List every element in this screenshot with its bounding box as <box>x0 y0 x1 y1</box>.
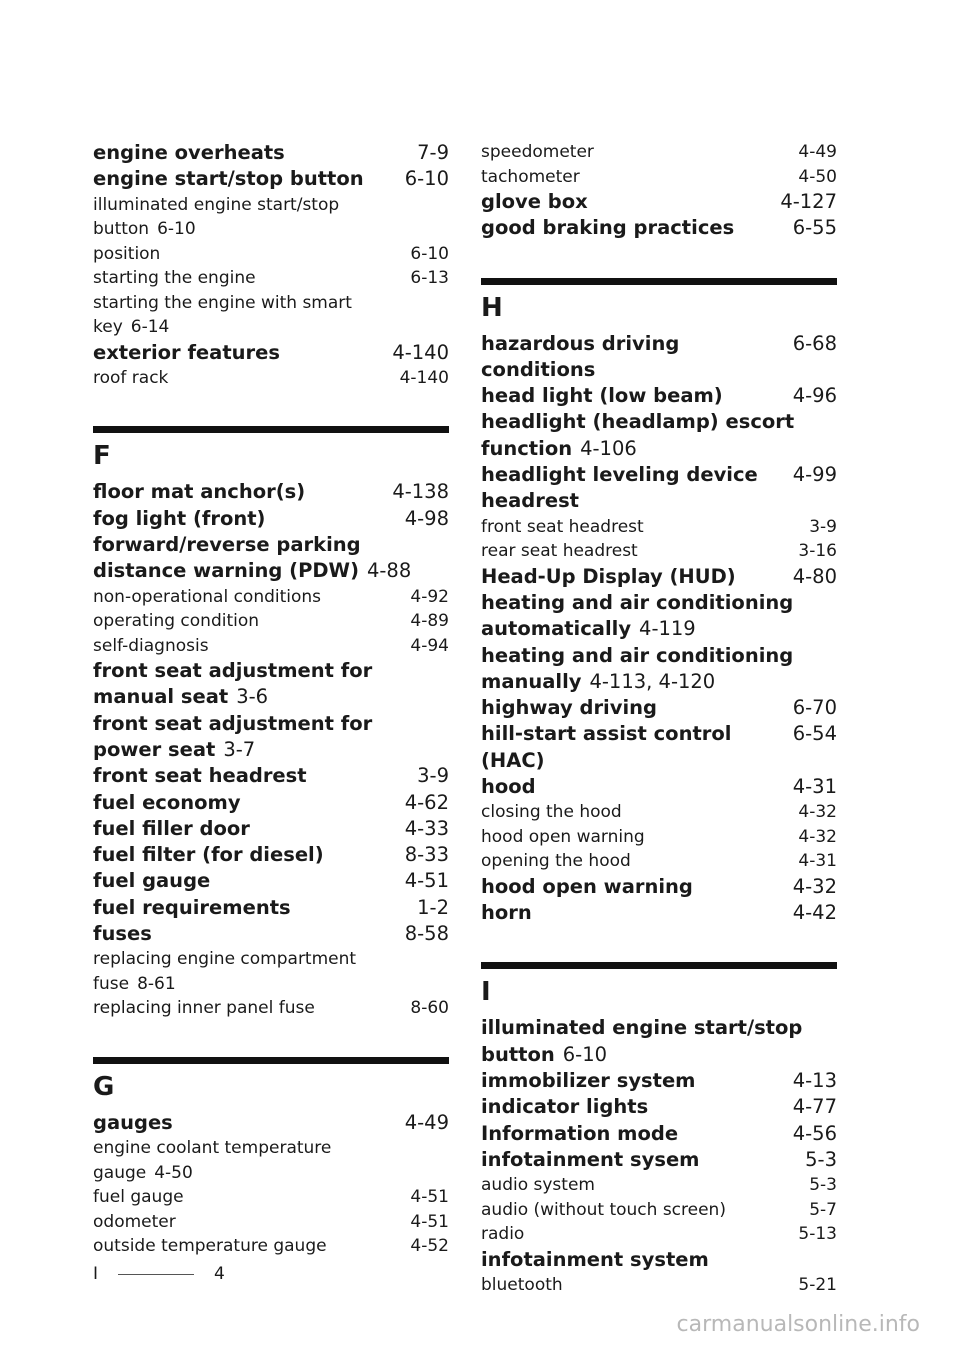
index-entry: front seat adjustment for manual seat 3-6 <box>93 659 373 709</box>
index-subentry: starting the engine 6-13 <box>93 268 449 289</box>
index-entry: front seat headrest 3-9 <box>93 764 449 788</box>
index-subentry: rear seat headrest 3-16 <box>481 541 837 562</box>
left-column <box>93 140 449 1259</box>
section-letter: I <box>481 977 491 1008</box>
index-entry: fuses 8-58 <box>93 922 449 946</box>
index-entry: fuel economy 4-62 <box>93 790 449 814</box>
index-entry: glove box 4-127 <box>481 190 837 213</box>
index-subentry: front seat headrest 3-9 <box>481 516 837 537</box>
index-subentry: self-diagnosis 4-94 <box>93 635 449 656</box>
index-entry: heating and air conditioning manually 4-113, 4-120 <box>481 643 794 693</box>
index-entry: infotainment sysem 5-3 <box>481 1147 837 1171</box>
index-entry: fuel filler door 4-33 <box>93 816 449 840</box>
index-subentry: illuminated engine start/stop button 6-10 <box>93 194 340 240</box>
index-subentry: closing the hood 4-32 <box>481 802 837 823</box>
index-entry: horn 4-42 <box>481 901 837 925</box>
index-subentry: engine coolant temperature gauge 4-50 <box>93 1138 332 1183</box>
index-subentry: radio 5-13 <box>481 1224 837 1245</box>
index-entry: hood 4-31 <box>481 775 837 799</box>
index-entry: fuel filter (for diesel) 8-33 <box>93 843 449 867</box>
section-letter: F <box>93 441 111 472</box>
index-entry: floor mat anchor(s) 4-138 <box>93 480 449 504</box>
index-subentry: replacing engine compartment fuse 8-61 <box>93 949 357 994</box>
index-subentry: starting the engine with smart key 6-14 <box>93 292 352 338</box>
index-subentry: position 6-10 <box>93 243 449 264</box>
footer-rule <box>118 1274 194 1275</box>
index-subentry: fuel gauge 4-51 <box>93 1187 449 1208</box>
index-entry: infotainment system <box>481 1247 709 1271</box>
index-entry: headlight leveling device 4-99 <box>481 463 837 487</box>
page-number: 4 <box>214 1264 225 1284</box>
section-h <box>481 278 837 325</box>
index-entry: fog light (front) 4-98 <box>93 506 449 530</box>
index-subentry: hood open warning 4-32 <box>481 826 837 847</box>
index-subentry: replacing inner panel fuse 8-60 <box>93 998 449 1019</box>
index-subentry: bluetooth 5-21 <box>481 1275 837 1296</box>
section-letter: H <box>481 292 503 323</box>
section-divider <box>93 1057 449 1064</box>
index-entry: immobilizer system 4-13 <box>481 1069 837 1093</box>
index-subentry: non-operational conditions 4-92 <box>93 586 449 607</box>
index-subentry: opening the hood 4-31 <box>481 851 837 872</box>
page-footer <box>93 1264 225 1284</box>
index-entry: Information mode 4-56 <box>481 1121 837 1145</box>
index-subentry: roof rack 4-140 <box>93 367 449 388</box>
index-entry: indicator lights 4-77 <box>481 1095 837 1119</box>
section-divider <box>481 962 837 969</box>
section-i <box>481 962 837 1009</box>
index-entry: headlight (headlamp) escort function 4-106 <box>481 410 795 460</box>
section-divider <box>481 278 837 285</box>
section-g <box>93 1057 449 1104</box>
right-column <box>481 140 837 1298</box>
footer-section-letter: I <box>93 1264 99 1284</box>
index-entry: front seat adjustment for power seat 3-7 <box>93 711 373 761</box>
index-entry: exterior features 4-140 <box>93 340 449 364</box>
index-subentry: tachometer 4-50 <box>481 166 837 187</box>
index-entry: hood open warning 4-32 <box>481 874 837 898</box>
index-entry: good braking practices 6-55 <box>481 216 837 240</box>
index-entry: fuel gauge 4-51 <box>93 869 449 893</box>
index-entry: hazardous driving conditions 6-68 <box>481 331 837 381</box>
watermark: carmanualsonline.info <box>676 1312 920 1337</box>
section-letter: G <box>93 1071 115 1102</box>
index-entry: engine start/stop button 6-10 <box>93 167 449 191</box>
index-subentry: odometer 4-51 <box>93 1211 449 1232</box>
index-entry: hill-start assist control (HAC) 6-54 <box>481 722 837 772</box>
section-f <box>93 426 449 473</box>
index-entry: head light (low beam) 4-96 <box>481 384 837 408</box>
index-entry: highway driving 6-70 <box>481 696 837 720</box>
index-entry: forward/reverse parking distance warning (PDW) 4-88 <box>93 532 412 583</box>
section-divider <box>93 426 449 433</box>
index-subentry: outside temperature gauge 4-52 <box>93 1236 449 1257</box>
index-subentry: operating condition 4-89 <box>93 611 449 632</box>
index-entry: heating and air conditioning automatically 4-119 <box>481 590 794 641</box>
index-entry: illuminated engine start/stop button 6-10 <box>481 1016 803 1066</box>
index-subentry: audio system 5-3 <box>481 1175 837 1196</box>
index-entry: gauges 4-49 <box>93 1110 449 1134</box>
index-subentry: audio (without touch screen) 5-7 <box>481 1199 837 1220</box>
index-entry: headrest <box>481 489 579 513</box>
index-entry: fuel requirements 1-2 <box>93 895 449 919</box>
index-entry: Head-Up Display (HUD) 4-80 <box>481 564 837 588</box>
index-subentry: speedometer 4-49 <box>481 142 837 162</box>
index-entry: engine overheats 7-9 <box>93 141 449 164</box>
